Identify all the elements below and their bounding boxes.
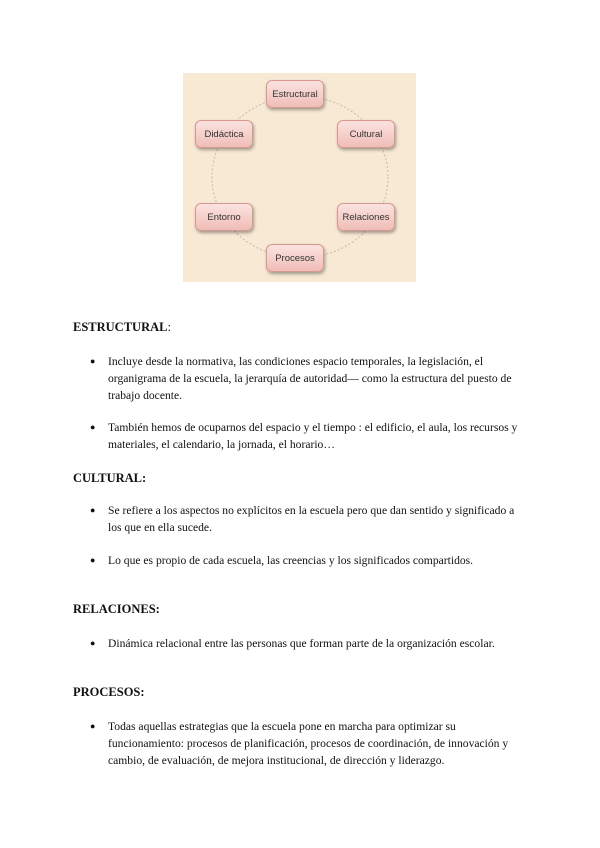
bullet-dot-icon: ● bbox=[90, 422, 96, 432]
cycle-diagram bbox=[183, 73, 416, 282]
list-item: ● Todas aquellas estrategias que la escuela pone en marcha para optimizar su funcionamiento: procesos de planificación, procesos de coordinación, de innovación y cambio, de evaluación, de mejora institucional, de dirección y liderazgo. bbox=[90, 720, 509, 767]
node-estructural: Estructural bbox=[266, 80, 324, 108]
bullet-dot-icon: ● bbox=[90, 356, 96, 366]
heading-estructural: ESTRUCTURAL: bbox=[73, 320, 171, 334]
node-cultural: Cultural bbox=[337, 120, 395, 148]
list-item: ● Dinámica relacional entre las personas que forman parte de la organización escolar. bbox=[90, 637, 495, 650]
node-relaciones: Relaciones bbox=[337, 203, 395, 231]
bullet-dot-icon: ● bbox=[90, 721, 96, 731]
node-entorno: Entorno bbox=[195, 203, 253, 231]
node-didactica: Didáctica bbox=[195, 120, 253, 148]
heading-relaciones: RELACIONES: bbox=[73, 602, 160, 616]
heading-procesos: PROCESOS: bbox=[73, 685, 145, 699]
bullet-dot-icon: ● bbox=[90, 505, 96, 515]
list-item: ● También hemos de ocuparnos del espacio y el tiempo : el edificio, el aula, los recursos y materiales, el calendario, la jornada, el horario… bbox=[90, 421, 518, 451]
list-item: ● Lo que es propio de cada escuela, las creencias y los significados compartidos. bbox=[90, 554, 474, 567]
heading-cultural: CULTURAL: bbox=[73, 471, 147, 485]
bullet-dot-icon: ● bbox=[90, 555, 96, 565]
bullet-dot-icon: ● bbox=[90, 638, 96, 648]
list-item: ● Se refiere a los aspectos no explícitos en la escuela pero que dan sentido y significado a los que en ella sucede. bbox=[90, 504, 515, 534]
list-item: ● Incluye desde la normativa, las condiciones espacio temporales, la legislación, el organigrama de la escuela, la jerarquía de autoridad— como la estructura del puesto de trabajo docente. bbox=[90, 355, 512, 402]
node-procesos: Procesos bbox=[266, 244, 324, 272]
